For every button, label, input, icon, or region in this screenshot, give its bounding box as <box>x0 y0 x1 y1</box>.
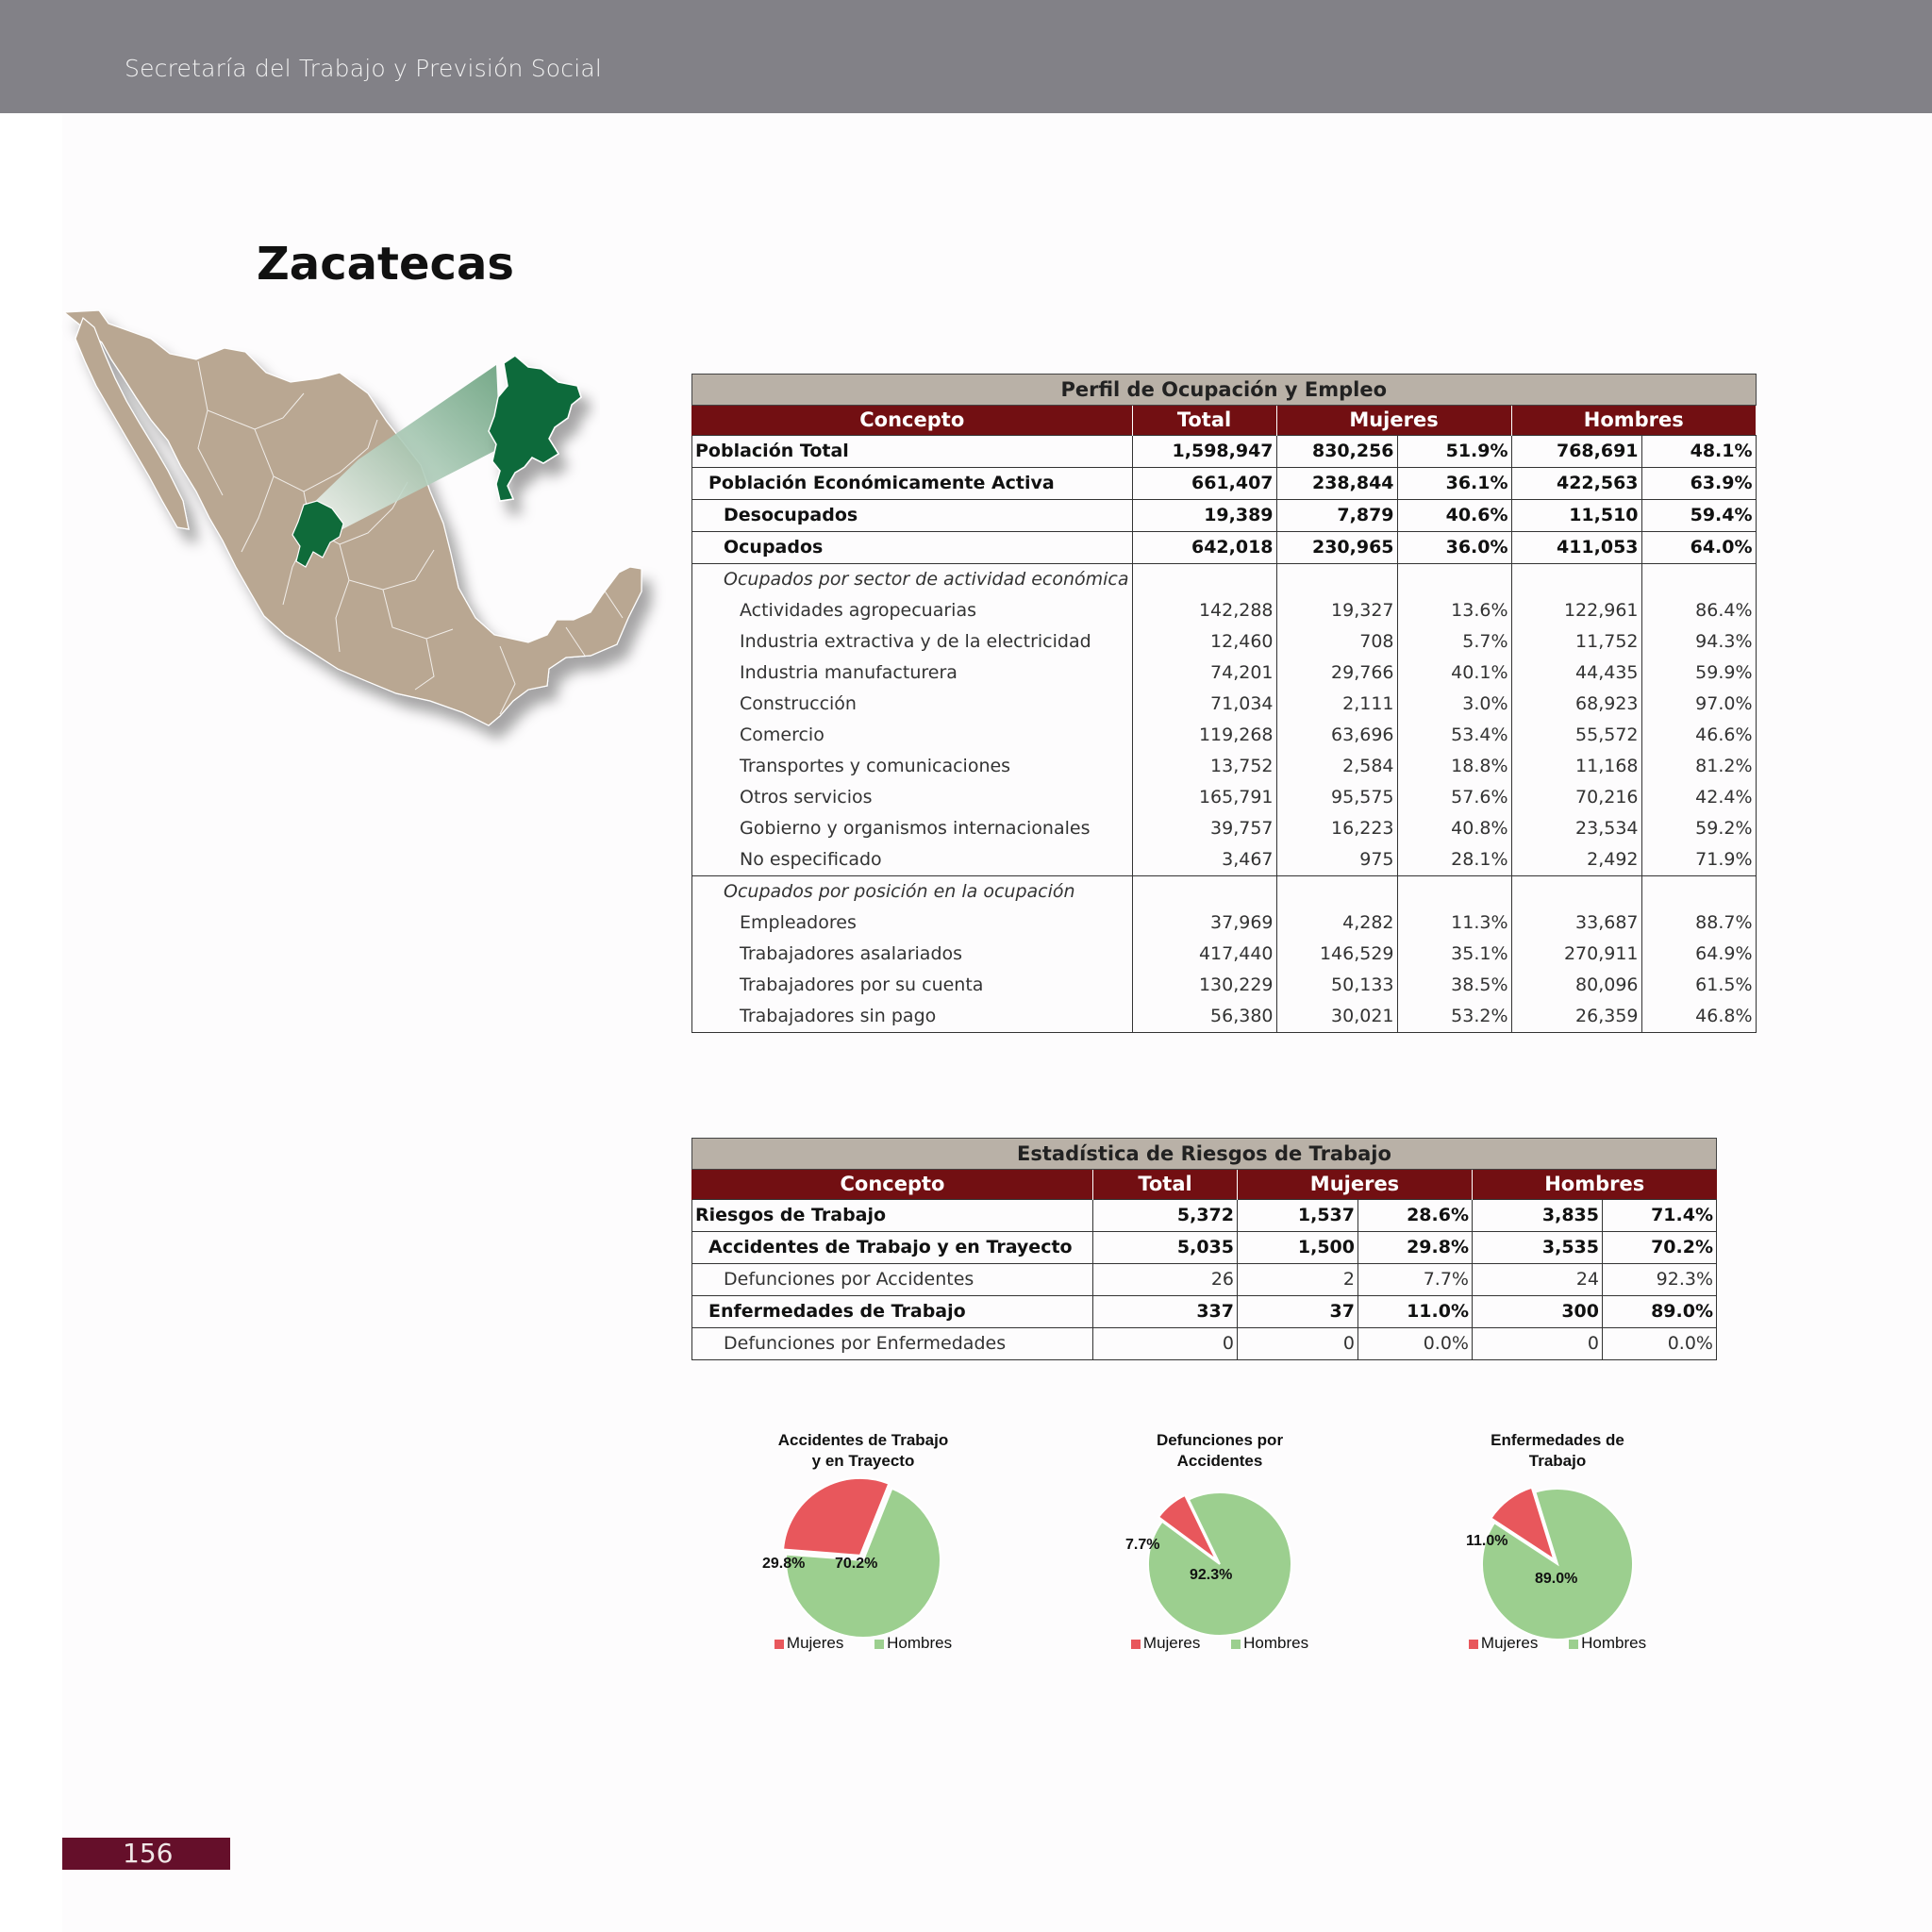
cell-mujeres: 708 <box>1276 626 1397 658</box>
cell-hombres-pct <box>1641 564 1756 596</box>
risks-table <box>691 1138 1717 1360</box>
cell-hombres: 270,911 <box>1511 939 1641 970</box>
row-label: Transportes y comunicaciones <box>692 751 1133 782</box>
cell-total <box>1132 876 1276 908</box>
cell-mujeres: 0 <box>1238 1328 1358 1360</box>
table-row <box>692 658 1757 689</box>
row-label: Desocupados <box>692 500 1133 532</box>
cell-mujeres-pct: 18.8% <box>1397 751 1511 782</box>
cell-mujeres-pct: 53.2% <box>1397 1001 1511 1033</box>
cell-mujeres-pct: 3.0% <box>1397 689 1511 720</box>
cell-mujeres: 63,696 <box>1276 720 1397 751</box>
cell-hombres: 11,168 <box>1511 751 1641 782</box>
cell-mujeres-pct <box>1397 564 1511 596</box>
cell-hombres <box>1511 876 1641 908</box>
cell-hombres-pct: 81.2% <box>1641 751 1756 782</box>
legend-item-hombres: Hombres <box>1569 1634 1646 1652</box>
cell-hombres-pct: 63.9% <box>1641 468 1756 500</box>
cell-mujeres: 975 <box>1276 844 1397 876</box>
row-label: Comercio <box>692 720 1133 751</box>
chart-title: Defunciones por Accidentes <box>1156 1431 1284 1470</box>
table-row <box>692 564 1757 596</box>
cell-mujeres: 4,282 <box>1276 908 1397 939</box>
chart-legend <box>1078 1634 1361 1653</box>
cell-mujeres-pct <box>1397 876 1511 908</box>
cell-hombres: 24 <box>1473 1264 1603 1296</box>
row-label: Ocupados por sector de actividad económica <box>692 564 1133 596</box>
cell-hombres-pct: 86.4% <box>1641 595 1756 626</box>
pie-data-label: 92.3% <box>1190 1567 1233 1583</box>
cell-mujeres: 230,965 <box>1276 532 1397 564</box>
cell-mujeres-pct: 40.8% <box>1397 813 1511 844</box>
cell-hombres: 0 <box>1473 1328 1603 1360</box>
table-row <box>692 813 1757 844</box>
row-label: Ocupados por posición en la ocupación <box>692 876 1133 908</box>
cell-hombres-pct: 71.4% <box>1603 1200 1717 1232</box>
cell-total: 0 <box>1093 1328 1238 1360</box>
cell-mujeres: 95,575 <box>1276 782 1397 813</box>
row-label: Enfermedades de Trabajo <box>692 1296 1093 1328</box>
table-row <box>692 532 1757 564</box>
cell-hombres-pct: 59.9% <box>1641 658 1756 689</box>
cell-mujeres: 2,111 <box>1276 689 1397 720</box>
table-row <box>692 751 1757 782</box>
legend-swatch <box>1131 1640 1141 1649</box>
legend-swatch <box>874 1640 884 1649</box>
cell-mujeres: 30,021 <box>1276 1001 1397 1033</box>
cell-hombres-pct: 94.3% <box>1641 626 1756 658</box>
table-caption: Perfil de Ocupación y Empleo <box>692 375 1757 406</box>
cell-hombres-pct: 88.7% <box>1641 908 1756 939</box>
zacatecas-zoom-shape <box>489 356 581 501</box>
cell-mujeres-pct: 40.1% <box>1397 658 1511 689</box>
table-row <box>692 939 1757 970</box>
table-caption: Estadística de Riesgos de Trabajo <box>692 1139 1717 1170</box>
col-hombres: Hombres <box>1473 1170 1717 1200</box>
cell-mujeres: 238,844 <box>1276 468 1397 500</box>
row-label: No especificado <box>692 844 1133 876</box>
cell-mujeres: 2 <box>1238 1264 1358 1296</box>
cell-hombres-pct: 0.0% <box>1603 1328 1717 1360</box>
cell-mujeres-pct: 57.6% <box>1397 782 1511 813</box>
col-mujeres: Mujeres <box>1238 1170 1473 1200</box>
cell-hombres-pct <box>1641 876 1756 908</box>
row-label: Construcción <box>692 689 1133 720</box>
legend-item-hombres: Hombres <box>1231 1634 1308 1652</box>
row-label: Industria extractiva y de la electricidad <box>692 626 1133 658</box>
row-label: Trabajadores asalariados <box>692 939 1133 970</box>
legend-swatch <box>1569 1640 1578 1649</box>
col-concepto: Concepto <box>692 406 1133 436</box>
cell-hombres-pct: 48.1% <box>1641 436 1756 468</box>
cell-hombres: 11,752 <box>1511 626 1641 658</box>
employment-table <box>691 374 1757 1033</box>
cell-total: 337 <box>1093 1296 1238 1328</box>
cell-mujeres-pct: 11.0% <box>1358 1296 1473 1328</box>
cell-mujeres <box>1276 876 1397 908</box>
cell-mujeres-pct: 5.7% <box>1397 626 1511 658</box>
legend-swatch <box>774 1640 784 1649</box>
row-label: Población Total <box>692 436 1133 468</box>
table-row <box>692 1001 1757 1033</box>
table-row <box>692 720 1757 751</box>
chart-legend <box>1416 1634 1699 1653</box>
cell-hombres: 44,435 <box>1511 658 1641 689</box>
cell-total: 26 <box>1093 1264 1238 1296</box>
legend-item-mujeres: Mujeres <box>1131 1634 1200 1652</box>
org-name: Secretaría del Trabajo y Previsión Social <box>125 55 603 82</box>
col-hombres: Hombres <box>1511 406 1756 436</box>
table-row <box>692 876 1757 908</box>
page-number: 156 <box>62 1838 230 1870</box>
cell-hombres-pct: 64.9% <box>1641 939 1756 970</box>
row-label: Otros servicios <box>692 782 1133 813</box>
cell-total: 642,018 <box>1132 532 1276 564</box>
cell-mujeres: 16,223 <box>1276 813 1397 844</box>
table-row <box>692 468 1757 500</box>
cell-hombres <box>1511 564 1641 596</box>
cell-total: 1,598,947 <box>1132 436 1276 468</box>
cell-mujeres <box>1276 564 1397 596</box>
cell-mujeres: 29,766 <box>1276 658 1397 689</box>
pie-svg <box>1416 1424 1699 1660</box>
pie-data-label: 89.0% <box>1535 1571 1578 1587</box>
cell-hombres-pct: 59.2% <box>1641 813 1756 844</box>
table-row <box>692 970 1757 1001</box>
cell-total: 130,229 <box>1132 970 1276 1001</box>
cell-hombres: 411,053 <box>1511 532 1641 564</box>
cell-total: 119,268 <box>1132 720 1276 751</box>
pie-chart-enfermedades <box>1416 1424 1699 1660</box>
cell-mujeres: 1,500 <box>1238 1232 1358 1264</box>
cell-mujeres-pct: 28.1% <box>1397 844 1511 876</box>
row-label: Empleadores <box>692 908 1133 939</box>
table-row <box>692 1232 1717 1264</box>
cell-total: 142,288 <box>1132 595 1276 626</box>
row-label: Defunciones por Accidentes <box>692 1264 1093 1296</box>
cell-mujeres: 830,256 <box>1276 436 1397 468</box>
cell-hombres: 3,535 <box>1473 1232 1603 1264</box>
table-row <box>692 908 1757 939</box>
cell-total: 13,752 <box>1132 751 1276 782</box>
legend-item-mujeres: Mujeres <box>774 1634 843 1652</box>
cell-hombres: 55,572 <box>1511 720 1641 751</box>
cell-total: 12,460 <box>1132 626 1276 658</box>
cell-hombres: 2,492 <box>1511 844 1641 876</box>
cell-hombres-pct: 97.0% <box>1641 689 1756 720</box>
row-label: Accidentes de Trabajo y en Trayecto <box>692 1232 1093 1264</box>
legend-swatch <box>1469 1640 1478 1649</box>
header-bar <box>0 0 1932 113</box>
table-row <box>692 1296 1717 1328</box>
table-row <box>692 1200 1717 1232</box>
cell-total <box>1132 564 1276 596</box>
cell-hombres-pct: 61.5% <box>1641 970 1756 1001</box>
table-row <box>692 1328 1717 1360</box>
cell-mujeres-pct: 36.1% <box>1397 468 1511 500</box>
cell-total: 39,757 <box>1132 813 1276 844</box>
cell-hombres: 80,096 <box>1511 970 1641 1001</box>
cell-total: 71,034 <box>1132 689 1276 720</box>
cell-mujeres: 19,327 <box>1276 595 1397 626</box>
pie-data-label: 11.0% <box>1466 1533 1508 1549</box>
pie-data-label: 7.7% <box>1125 1537 1160 1553</box>
legend-item-mujeres: Mujeres <box>1469 1634 1538 1652</box>
cell-mujeres-pct: 38.5% <box>1397 970 1511 1001</box>
cell-hombres: 68,923 <box>1511 689 1641 720</box>
row-label: Trabajadores sin pago <box>692 1001 1133 1033</box>
row-label: Gobierno y organismos internacionales <box>692 813 1133 844</box>
page-title: Zacatecas <box>257 238 514 291</box>
cell-mujeres: 1,537 <box>1238 1200 1358 1232</box>
cell-hombres: 122,961 <box>1511 595 1641 626</box>
pie-data-label: 70.2% <box>835 1556 878 1572</box>
cell-total: 661,407 <box>1132 468 1276 500</box>
cell-mujeres: 7,879 <box>1276 500 1397 532</box>
table-row <box>692 689 1757 720</box>
row-label: Riesgos de Trabajo <box>692 1200 1093 1232</box>
cell-mujeres: 146,529 <box>1276 939 1397 970</box>
col-mujeres: Mujeres <box>1276 406 1511 436</box>
cell-mujeres-pct: 7.7% <box>1358 1264 1473 1296</box>
cell-hombres: 3,835 <box>1473 1200 1603 1232</box>
cell-mujeres-pct: 28.6% <box>1358 1200 1473 1232</box>
cell-hombres: 33,687 <box>1511 908 1641 939</box>
chart-title: Accidentes de Trabajo y en Trayecto <box>777 1431 949 1470</box>
cell-hombres: 26,359 <box>1511 1001 1641 1033</box>
cell-total: 56,380 <box>1132 1001 1276 1033</box>
row-label: Ocupados <box>692 532 1133 564</box>
cell-mujeres-pct: 36.0% <box>1397 532 1511 564</box>
chart-title: Enfermedades de Trabajo <box>1491 1431 1624 1470</box>
row-label: Actividades agropecuarias <box>692 595 1133 626</box>
cell-hombres-pct: 46.6% <box>1641 720 1756 751</box>
row-label: Trabajadores por su cuenta <box>692 970 1133 1001</box>
pie-chart-defunciones <box>1078 1424 1361 1660</box>
cell-mujeres: 37 <box>1238 1296 1358 1328</box>
table-row <box>692 844 1757 876</box>
cell-hombres-pct: 92.3% <box>1603 1264 1717 1296</box>
cell-total: 5,035 <box>1093 1232 1238 1264</box>
table-row <box>692 782 1757 813</box>
row-label: Población Económicamente Activa <box>692 468 1133 500</box>
cell-hombres: 23,534 <box>1511 813 1641 844</box>
table-row <box>692 595 1757 626</box>
legend-swatch <box>1231 1640 1241 1649</box>
cell-hombres: 11,510 <box>1511 500 1641 532</box>
cell-total: 165,791 <box>1132 782 1276 813</box>
cell-hombres-pct: 71.9% <box>1641 844 1756 876</box>
pie-svg <box>722 1424 1005 1660</box>
table-row <box>692 1264 1717 1296</box>
cell-hombres: 768,691 <box>1511 436 1641 468</box>
cell-mujeres-pct: 11.3% <box>1397 908 1511 939</box>
mexico-map <box>57 307 679 750</box>
col-concepto: Concepto <box>692 1170 1093 1200</box>
cell-mujeres: 50,133 <box>1276 970 1397 1001</box>
table-row <box>692 436 1757 468</box>
table-row <box>692 626 1757 658</box>
cell-hombres: 422,563 <box>1511 468 1641 500</box>
pie-svg <box>1078 1424 1361 1660</box>
pie-chart-accidentes <box>722 1424 1005 1660</box>
cell-total: 37,969 <box>1132 908 1276 939</box>
cell-total: 417,440 <box>1132 939 1276 970</box>
cell-total: 19,389 <box>1132 500 1276 532</box>
cell-mujeres-pct: 51.9% <box>1397 436 1511 468</box>
cell-mujeres-pct: 29.8% <box>1358 1232 1473 1264</box>
cell-hombres-pct: 64.0% <box>1641 532 1756 564</box>
cell-hombres-pct: 46.8% <box>1641 1001 1756 1033</box>
cell-mujeres-pct: 35.1% <box>1397 939 1511 970</box>
cell-total: 3,467 <box>1132 844 1276 876</box>
cell-mujeres-pct: 13.6% <box>1397 595 1511 626</box>
cell-mujeres-pct: 53.4% <box>1397 720 1511 751</box>
cell-total: 5,372 <box>1093 1200 1238 1232</box>
pie-data-label: 29.8% <box>762 1556 806 1572</box>
legend-item-hombres: Hombres <box>874 1634 952 1652</box>
row-label: Industria manufacturera <box>692 658 1133 689</box>
cell-hombres: 300 <box>1473 1296 1603 1328</box>
cell-mujeres: 2,584 <box>1276 751 1397 782</box>
chart-legend <box>722 1634 1005 1653</box>
table-row <box>692 500 1757 532</box>
row-label: Defunciones por Enfermedades <box>692 1328 1093 1360</box>
cell-hombres-pct: 59.4% <box>1641 500 1756 532</box>
cell-mujeres-pct: 0.0% <box>1358 1328 1473 1360</box>
cell-hombres: 70,216 <box>1511 782 1641 813</box>
cell-mujeres-pct: 40.6% <box>1397 500 1511 532</box>
cell-hombres-pct: 42.4% <box>1641 782 1756 813</box>
col-total: Total <box>1093 1170 1238 1200</box>
col-total: Total <box>1132 406 1276 436</box>
cell-hombres-pct: 89.0% <box>1603 1296 1717 1328</box>
cell-total: 74,201 <box>1132 658 1276 689</box>
cell-hombres-pct: 70.2% <box>1603 1232 1717 1264</box>
